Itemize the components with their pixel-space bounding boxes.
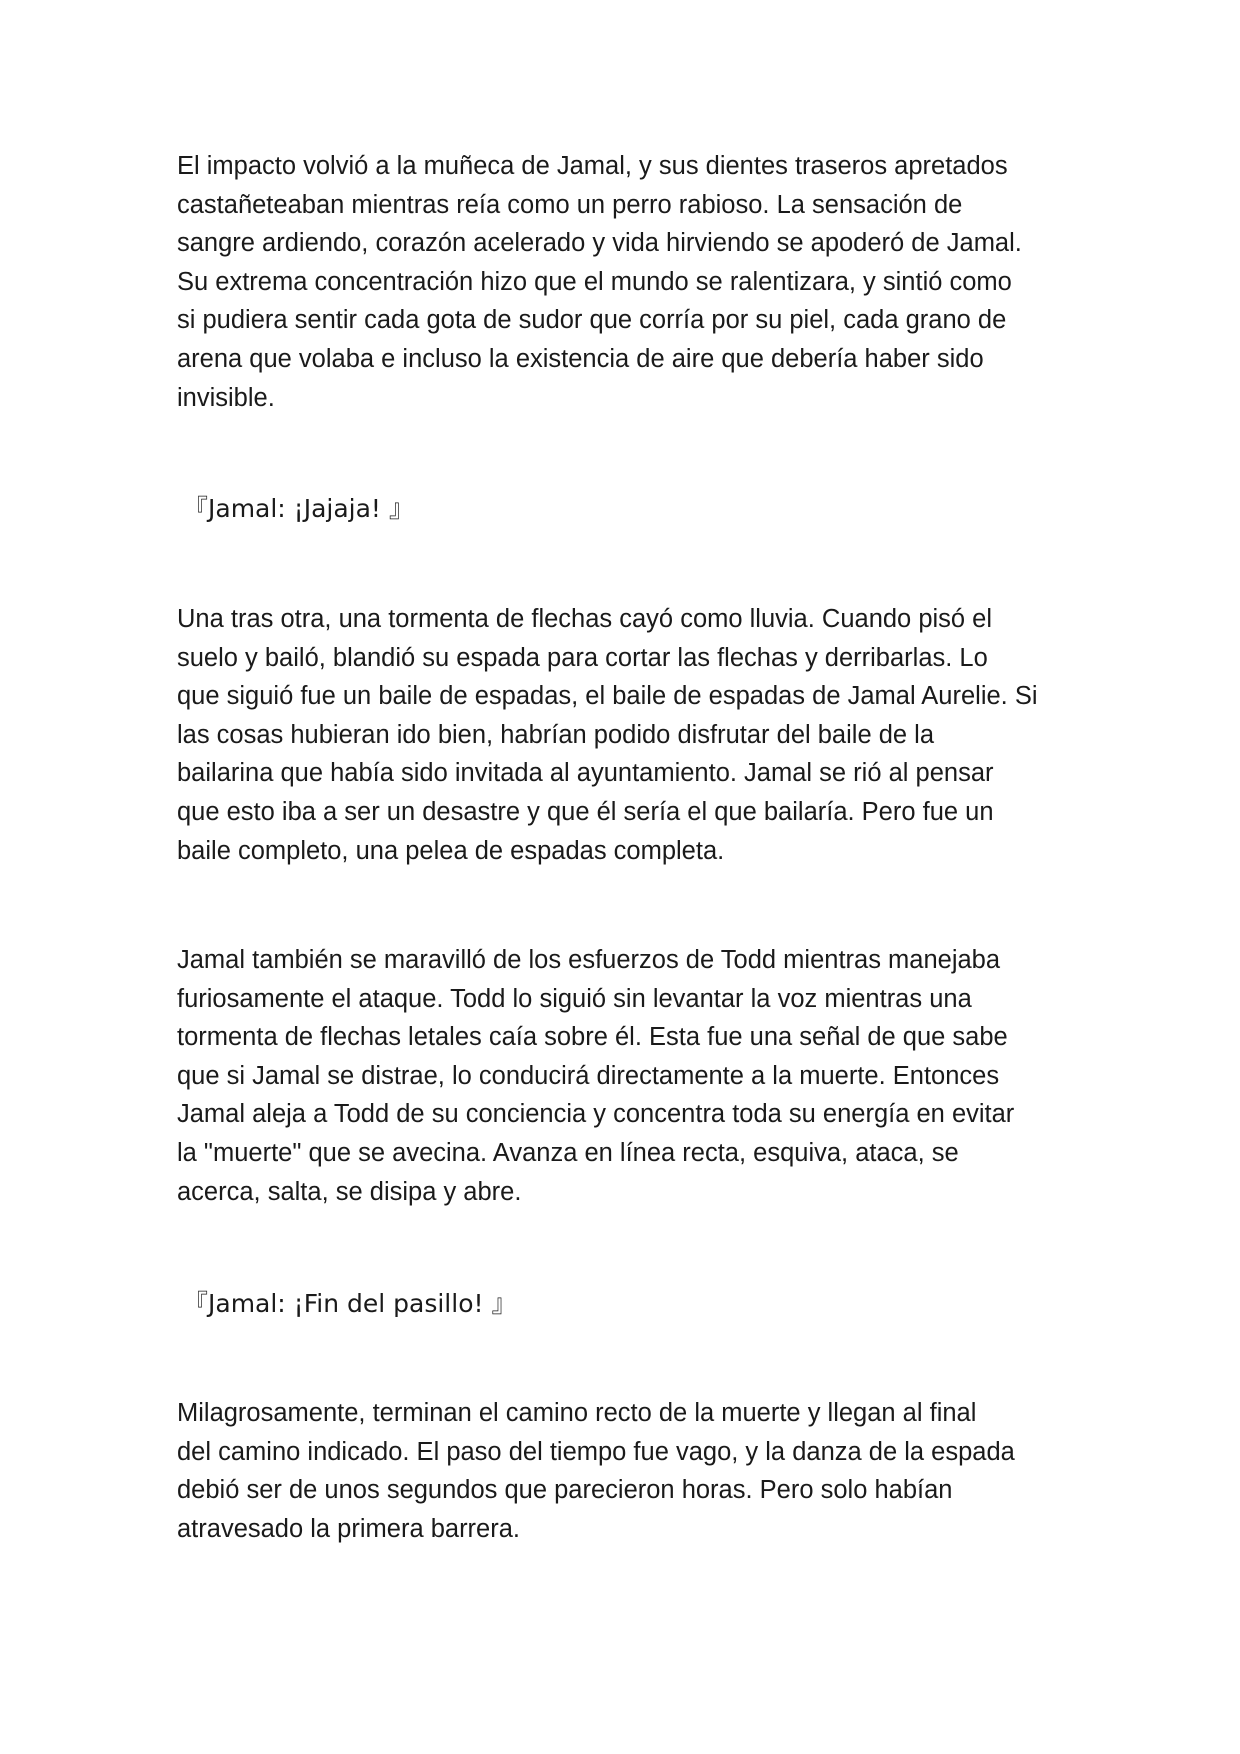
dialogue-2: 『Jamal: ¡Fin del pasillo! 』 <box>183 1289 517 1318</box>
paragraph-3: Jamal también se maravilló de los esfuerzos de Todd mientras manejaba furiosamente el ataque. Todd lo siguió sin levantar la voz mientras una tormenta de flechas letales caía sobre él. Esta fue una señal de que sabe que si Jamal se distrae, lo conducirá directamente a la muerte. Entonces Jamal aleja a Todd de su conciencia y concentra toda su energía en evitar la "muerte" que se avecina. Avanza en línea recta, esquiva, ataca, se acerca, salta, se disipa y abre. <box>177 946 1015 1206</box>
paragraph-4: Milagrosamente, terminan el camino recto de la muerte y llegan al final del camino indicado. El paso del tiempo fue vago, y la danza de la espada debió ser de unos segundos que parecieron horas. Pero solo habían atravesado la primera barrera. <box>177 1399 1015 1543</box>
paragraph-2: Una tras otra, una tormenta de flechas cayó como lluvia. Cuando pisó el suelo y bailó, blandió su espada para cortar las flechas y derribarlas. Lo que siguió fue un baile de espadas, el baile de espadas de Jamal Aurelie. Si las cosas hubieran ido bien, habrían podido disfrutar del baile de la bailarina que había sido invitada al ayuntamiento. Jamal se rió al pensar que esto iba a ser un desastre y que él sería el que bailaría. Pero fue un baile completo, una pelea de espadas completa. <box>177 605 1038 865</box>
dialogue-1: 『Jamal: ¡Jajaja! 』 <box>183 494 414 523</box>
paragraph-1: El impacto volvió a la muñeca de Jamal, y sus dientes traseros apretados castañeteaban mientras reía como un perro rabioso. La sensación de sangre ardiendo, corazón acelerado y vida hirviendo se apoderó de Jamal. Su extrema concentración hizo que el mundo se ralentizara, y sintió como si pudiera sentir cada gota de sudor que corría por su piel, cada grano de arena que volaba e incluso la existencia de aire que debería haber sido invisible. <box>177 152 1022 412</box>
